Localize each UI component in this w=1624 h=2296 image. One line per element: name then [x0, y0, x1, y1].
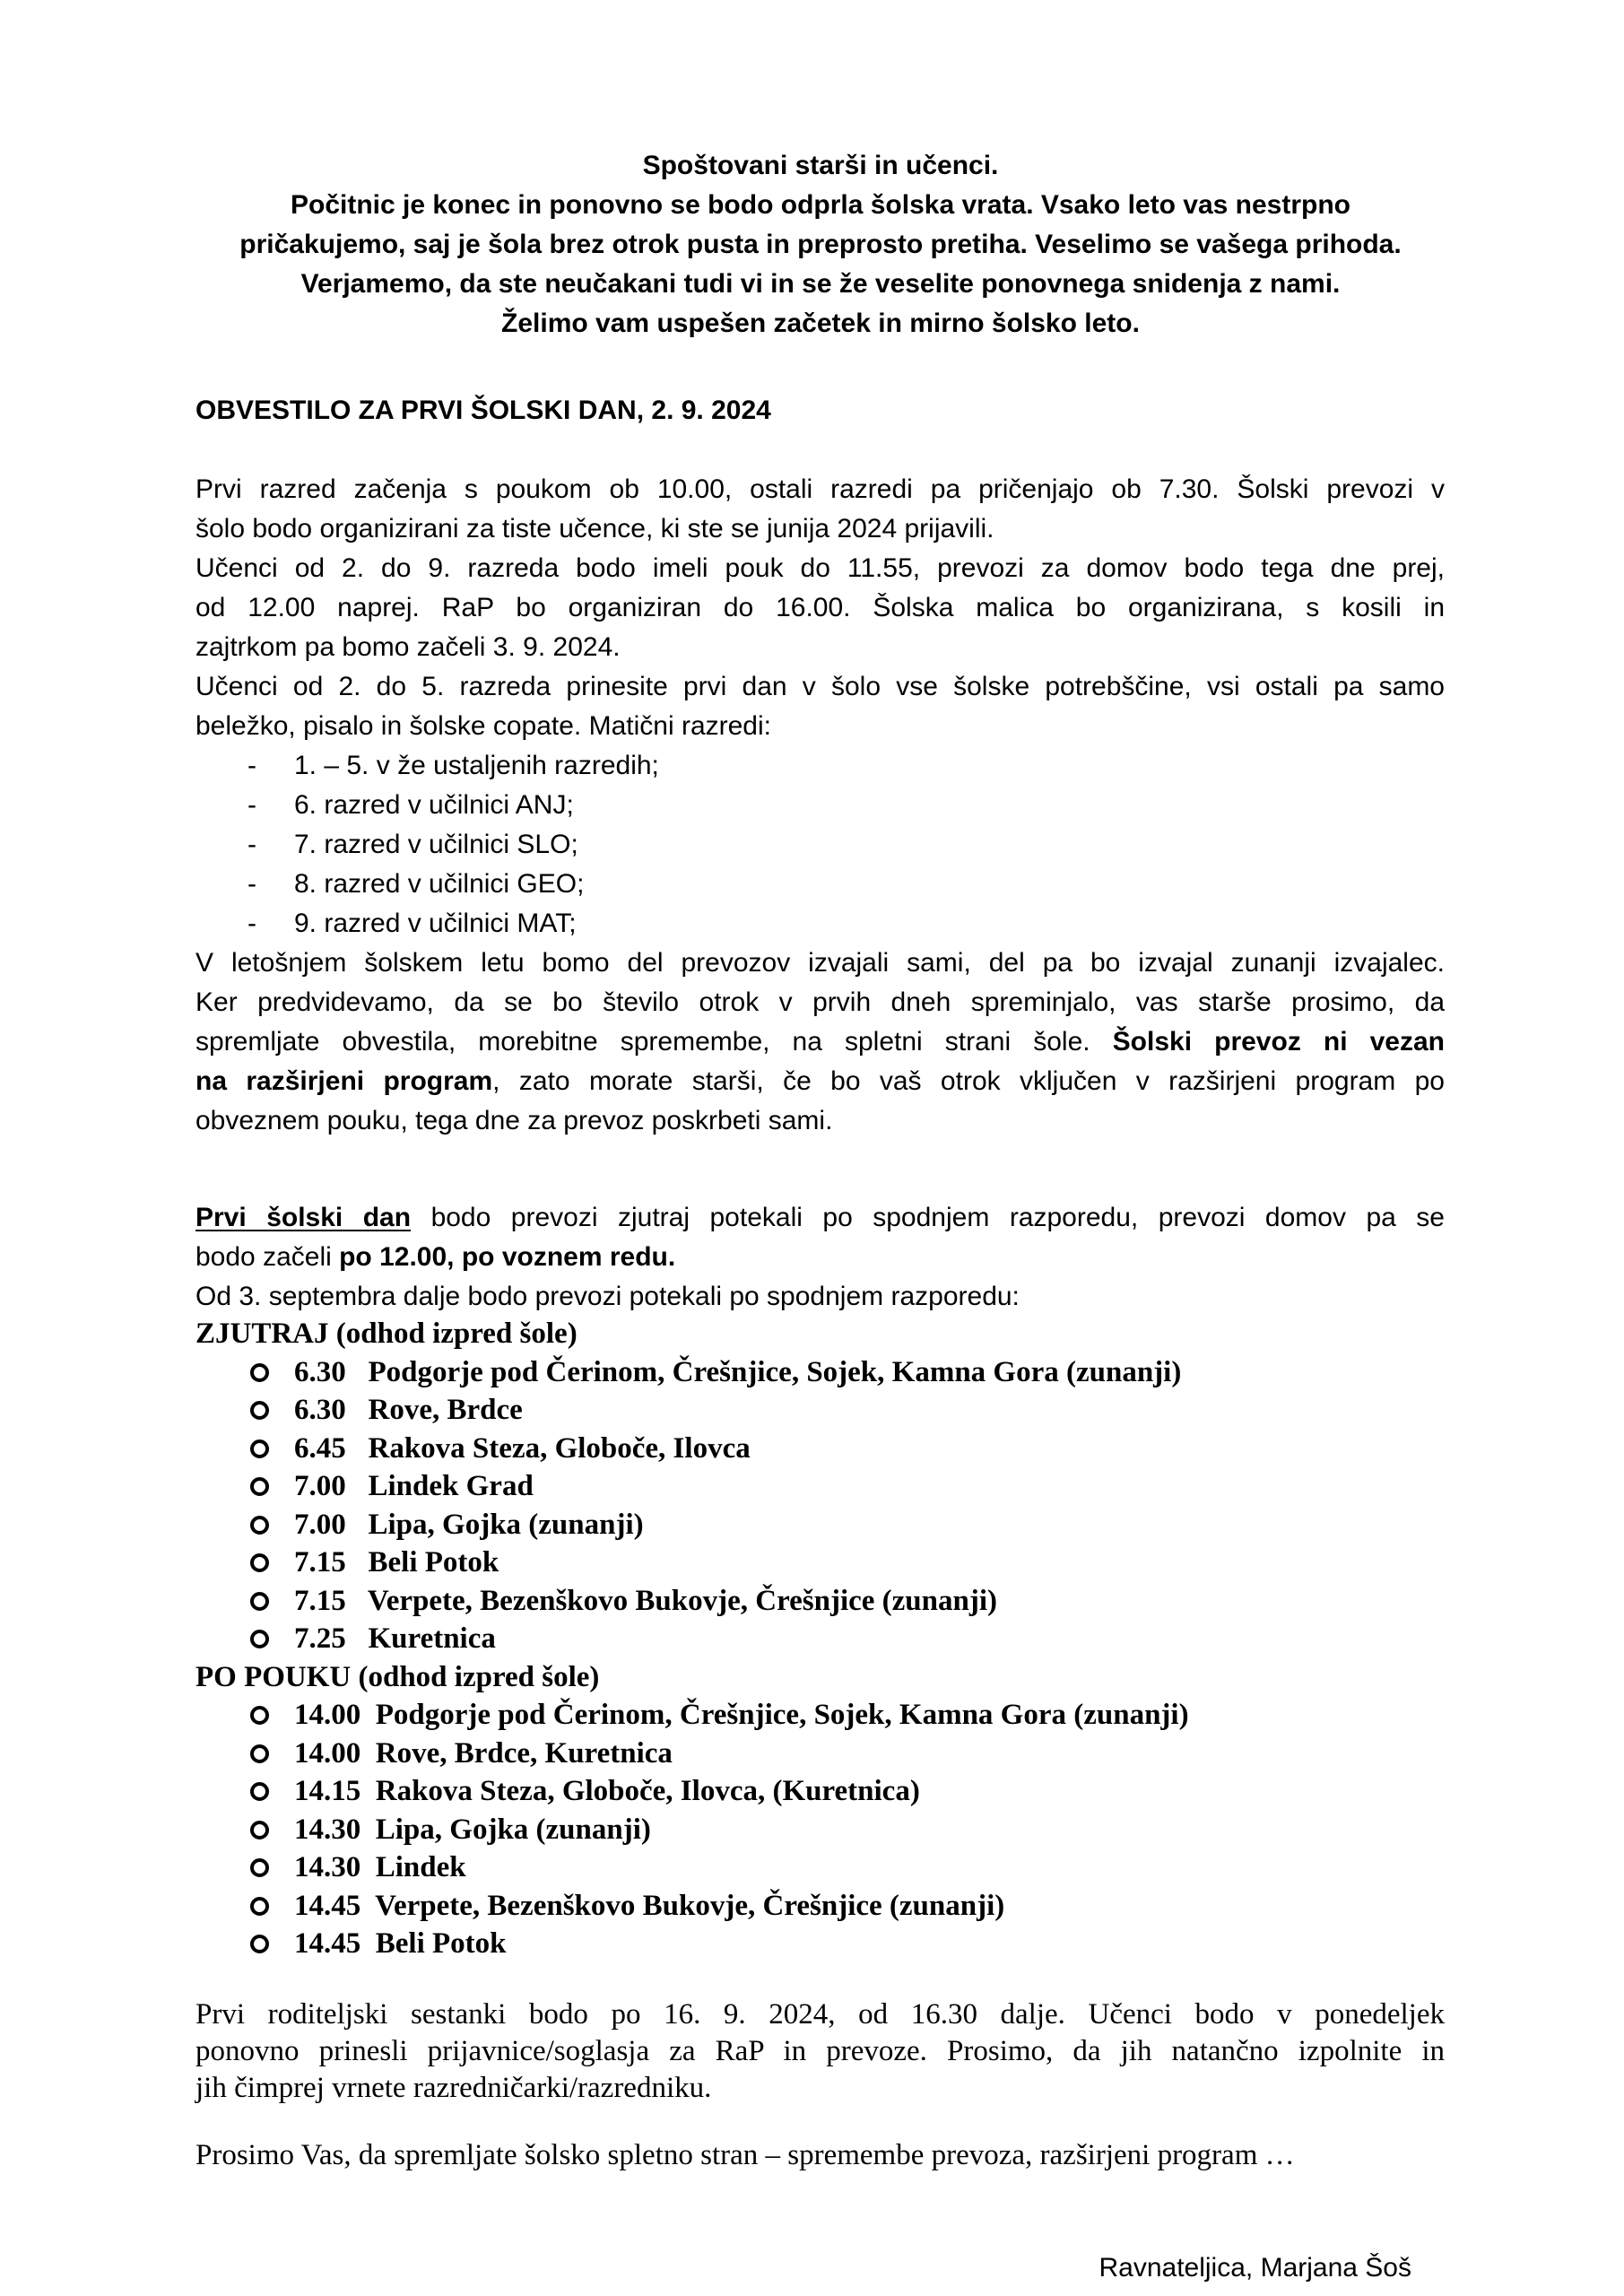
underlined-text: Prvi šolski dan	[195, 1203, 412, 1232]
text-span: bodo začeli	[195, 1242, 340, 1272]
text-line: od 12.00 naprej. RaP bo organiziran do 16.00. Šolska malica bo organizirana, s kosili in	[195, 593, 1445, 622]
list-item	[195, 746, 1445, 786]
dash-marker: -	[248, 751, 256, 780]
bold-text: na razširjeni program	[195, 1066, 493, 1096]
route-name: Lindek	[375, 1851, 466, 1883]
morning-schedule-list	[195, 1353, 1445, 1658]
route-name: Podgorje pod Čerinom, Črešnjice, Sojek, Kamna Gora (zunanji)	[368, 1355, 1182, 1388]
circle-bullet-icon	[250, 1897, 269, 1916]
list-item-text: 1. – 5. v že ustaljenih razredih;	[294, 751, 659, 780]
departure-time: 14.30	[294, 1851, 361, 1883]
text-line: Učenci od 2. do 9. razreda bodo imeli pouk do 11.55, prevozi za domov bodo tega dne prej,	[195, 553, 1445, 583]
bold-text: Šolski prevoz ni vezan	[1112, 1027, 1446, 1057]
route-name: Verpete, Bezenškovo Bukovje, Črešnjice (zunanji)	[367, 1584, 998, 1617]
text-span: spremljate obvestila, morebitne spremembe, na spletni strani šole.	[195, 1027, 1113, 1057]
list-item-text: 7. razred v učilnici SLO;	[294, 830, 578, 859]
dash-marker: -	[248, 909, 256, 938]
greeting-line: Želimo vam uspešen začetek in mirno šolsko leto.	[501, 309, 1140, 338]
departure-time: 14.45	[294, 1889, 361, 1922]
departure-time: 14.45	[294, 1927, 361, 1960]
text-line: zajtrkom pa bomo začeli 3. 9. 2024.	[195, 632, 621, 662]
route-name: Lipa, Gojka (zunanji)	[368, 1508, 644, 1541]
first-day-block	[195, 1198, 1445, 1317]
list-item-text: 9. razred v učilnici MAT;	[294, 909, 577, 938]
list-item	[195, 865, 1445, 904]
route-name: Lipa, Gojka (zunanji)	[375, 1813, 651, 1846]
departure-time: 6.30	[294, 1355, 346, 1388]
circle-bullet-icon	[250, 1782, 269, 1801]
route-name: Beli Potok	[375, 1927, 507, 1960]
route-name: Beli Potok	[368, 1546, 499, 1578]
circle-bullet-icon	[250, 1858, 269, 1877]
schedule-item	[195, 1467, 1445, 1506]
greeting-line: Počitnic je konec in ponovno se bodo odprla šolska vrata. Vsako leto vas nestrpno	[291, 190, 1350, 220]
departure-time: 6.30	[294, 1394, 346, 1426]
schedule-item	[195, 1848, 1445, 1887]
departure-time: 7.00	[294, 1470, 346, 1502]
departure-time: 14.30	[294, 1813, 361, 1846]
text-line: jih čimprej vrnete razredničarki/razredniku.	[195, 2072, 712, 2104]
departure-time: 7.15	[294, 1546, 346, 1578]
schedule-item	[195, 1544, 1445, 1582]
route-name: Rakova Steza, Globoče, Ilovca	[368, 1431, 751, 1465]
route-name: Rakova Steza, Globoče, Ilovca, (Kuretnica)	[375, 1775, 920, 1807]
circle-bullet-icon	[250, 1744, 269, 1763]
text-line: obveznem pouku, tega dne za prevoz poskrbeti sami.	[195, 1106, 833, 1135]
departure-time: 7.15	[294, 1584, 346, 1617]
circle-bullet-icon	[250, 1516, 269, 1535]
schedule-section-title: ZJUTRAJ (odhod izpred šole)	[195, 1318, 578, 1350]
circle-bullet-icon	[250, 1592, 269, 1611]
circle-bullet-icon	[250, 1401, 269, 1420]
bold-text: po 12.00, po voznem redu.	[339, 1242, 676, 1272]
dash-marker: -	[248, 830, 256, 859]
text-line: Od 3. septembra dalje bodo prevozi potekali po spodnjem razporedu:	[195, 1282, 1020, 1311]
schedule-item	[195, 1391, 1445, 1430]
homeroom-list	[195, 746, 1445, 944]
schedule-item	[195, 1582, 1445, 1621]
text-line	[195, 1238, 1445, 1277]
text-line: beležko, pisalo in šolske copate. Matični razredi:	[195, 711, 771, 741]
text-line	[195, 1022, 1445, 1062]
dash-marker: -	[248, 790, 256, 820]
text-span: bodo prevozi zjutraj potekali po spodnjem razporedu, prevozi domov pa se	[411, 1203, 1445, 1232]
circle-bullet-icon	[250, 1821, 269, 1839]
intro-block	[195, 470, 1445, 1141]
greeting-block	[224, 146, 1417, 344]
schedule-item	[195, 1887, 1445, 1926]
schedule-item	[195, 1772, 1445, 1811]
greeting-line: pričakujemo, saj je šola brez otrok pusta in preprosto pretiha. Veselimo se vašega prihoda.	[239, 230, 1402, 259]
text-line: Prvi razred začenja s poukom ob 10.00, ostali razredi pa pričenjajo ob 7.30. Šolski prevozi v	[195, 474, 1445, 504]
departure-time: 6.45	[294, 1431, 346, 1465]
schedule-item	[195, 1620, 1445, 1658]
list-item	[195, 786, 1445, 825]
greeting-line: Verjamemo, da ste neučakani tudi vi in se že veselite ponovnega snidenja z nami.	[300, 269, 1341, 299]
closing-note: Prosimo Vas, da spremljate šolsko spletno stran – spremembe prevoza, razširjeni program …	[195, 2139, 1295, 2171]
route-name: Rove, Brdce	[368, 1394, 523, 1426]
list-item	[195, 904, 1445, 944]
text-line: Učenci od 2. do 5. razreda prinesite prvi dan v šolo vse šolske potrebščine, vsi ostali pa samo	[195, 672, 1445, 701]
text-line: ponovno prinesli prijavnice/soglasja za RaP in prevoze. Prosimo, da jih natančno izpolnite in	[195, 2035, 1445, 2067]
route-name: Kuretnica	[368, 1622, 496, 1655]
bus-schedule	[195, 1315, 1445, 1963]
greeting-line: Spoštovani starši in učenci.	[642, 151, 999, 180]
route-name: Rove, Brdce, Kuretnica	[375, 1736, 673, 1770]
list-item	[195, 825, 1445, 865]
circle-bullet-icon	[250, 1706, 269, 1725]
circle-bullet-icon	[250, 1477, 269, 1496]
afternoon-schedule-list	[195, 1696, 1445, 1963]
schedule-item	[195, 1925, 1445, 1963]
schedule-item	[195, 1735, 1445, 1773]
schedule-item	[195, 1506, 1445, 1544]
departure-time: 7.00	[294, 1508, 346, 1541]
notice-heading: OBVESTILO ZA PRVI ŠOLSKI DAN, 2. 9. 2024	[195, 396, 771, 425]
text-line	[195, 1198, 1445, 1238]
departure-time: 14.00	[294, 1736, 361, 1770]
circle-bullet-icon	[250, 1630, 269, 1648]
departure-time: 14.00	[294, 1699, 361, 1731]
circle-bullet-icon	[250, 1553, 269, 1572]
circle-bullet-icon	[250, 1363, 269, 1382]
circle-bullet-icon	[250, 1439, 269, 1458]
list-item-text: 6. razred v učilnici ANJ;	[294, 790, 574, 820]
route-name: Lindek Grad	[368, 1470, 534, 1502]
text-line: šolo bodo organizirani za tiste učence, ki ste se junija 2024 prijavili.	[195, 514, 994, 544]
list-item-text: 8. razred v učilnici GEO;	[294, 869, 585, 899]
schedule-item	[195, 1353, 1445, 1392]
text-line: Ker predvidevamo, da se bo število otrok v prvih dneh spreminjalo, vas starše prosimo, da	[195, 987, 1445, 1017]
text-line: V letošnjem šolskem letu bomo del prevozov izvajali sami, del pa bo izvajal zunanji izvajalec.	[195, 948, 1445, 978]
circle-bullet-icon	[250, 1935, 269, 1953]
route-name: Podgorje pod Čerinom, Črešnjice, Sojek, Kamna Gora (zunanji)	[375, 1699, 1189, 1731]
closing-block	[195, 1996, 1445, 2107]
text-line	[195, 1062, 1445, 1101]
text-span: , zato morate starši, če bo vaš otrok vključen v razširjeni program po	[492, 1066, 1445, 1096]
schedule-item	[195, 1430, 1445, 1468]
signature: Ravnateljica, Marjana Šoš	[1099, 2253, 1411, 2283]
schedule-section-title: PO POUKU (odhod izpred šole)	[195, 1660, 600, 1693]
schedule-item	[195, 1696, 1445, 1735]
departure-time: 7.25	[294, 1622, 346, 1655]
schedule-item	[195, 1811, 1445, 1849]
departure-time: 14.15	[294, 1775, 361, 1807]
dash-marker: -	[248, 869, 256, 899]
text-line: Prvi roditeljski sestanki bodo po 16. 9. 2024, od 16.30 dalje. Učenci bodo v ponedeljek	[195, 1998, 1445, 2031]
route-name: Verpete, Bezenškovo Bukovje, Črešnjice (zunanji)	[375, 1889, 1005, 1922]
